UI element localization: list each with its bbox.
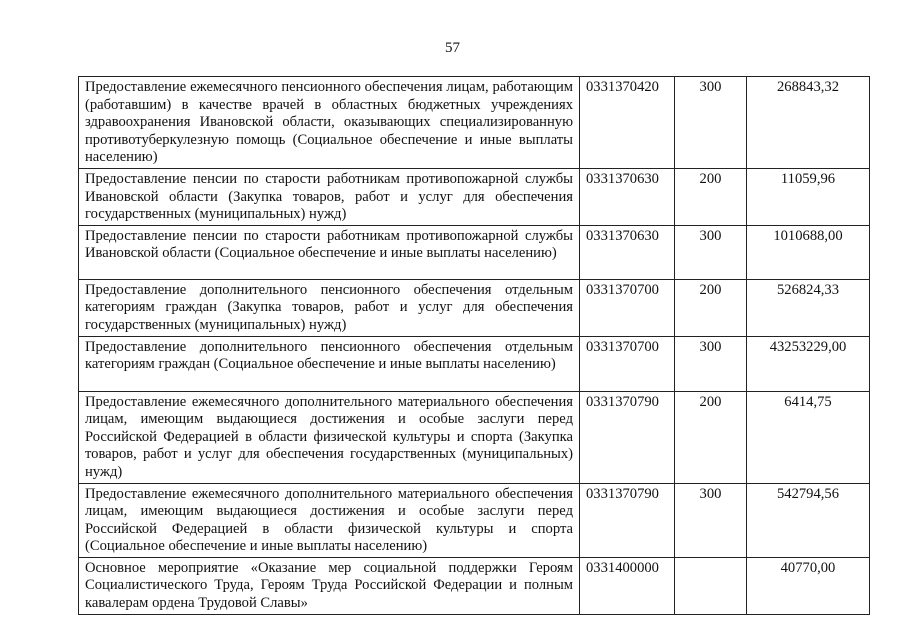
row-code: 0331370630: [580, 168, 675, 225]
row-sum: 43253229,00: [747, 336, 870, 391]
row-sum: 542794,56: [747, 483, 870, 557]
row-code: 0331370790: [580, 483, 675, 557]
row-code: 0331400000: [580, 557, 675, 614]
row-sum: 11059,96: [747, 168, 870, 225]
table-row: [79, 483, 870, 557]
budget-table: [78, 76, 870, 615]
row-name: Предоставление дополнительного пенсионного обеспечения отдельным категориям граждан (Социальное обеспечение и иные выплаты населению): [79, 336, 580, 391]
table-row: [79, 391, 870, 483]
row-name: Предоставление ежемесячного пенсионного обеспечения лицам, работающим (работавшим) в качестве врачей в областных бюджетных учреждениях здравоохранения Ивановской области, оказывающих специализированную противотуберкулезную помощь (Социальное обеспечение и иные выплаты населению): [79, 77, 580, 169]
row-expense-type: 300: [675, 77, 747, 169]
table-row: [79, 77, 870, 169]
row-sum: 526824,33: [747, 279, 870, 336]
table-row: [79, 336, 870, 391]
row-name: Предоставление ежемесячного дополнительного материального обеспечения лицам, имеющим выдающиеся достижения и особые заслуги перед Российской Федерацией в области физической культуры и спорта (Социальное обеспечение и иные выплаты населению): [79, 483, 580, 557]
table-row: [79, 557, 870, 614]
table-row: [79, 279, 870, 336]
row-code: 0331370700: [580, 279, 675, 336]
row-name: Предоставление дополнительного пенсионного обеспечения отдельным категориям граждан (Закупка товаров, работ и услуг для обеспечения государственных (муниципальных) нужд): [79, 279, 580, 336]
row-expense-type: 300: [675, 483, 747, 557]
row-code: 0331370420: [580, 77, 675, 169]
table-row: [79, 225, 870, 279]
row-name: Предоставление ежемесячного дополнительного материального обеспечения лицам, имеющим выдающиеся достижения и особые заслуги перед Российской Федерацией в области физической культуры и спорта (Закупка товаров, работ и услуг для обеспечения государственных (муниципальных) нужд): [79, 391, 580, 483]
row-sum: 1010688,00: [747, 225, 870, 279]
row-expense-type: 200: [675, 279, 747, 336]
row-expense-type: 200: [675, 168, 747, 225]
row-sum: 268843,32: [747, 77, 870, 169]
row-expense-type: 200: [675, 391, 747, 483]
row-expense-type: [675, 557, 747, 614]
page-number: 57: [445, 40, 460, 56]
row-expense-type: 300: [675, 225, 747, 279]
row-code: 0331370630: [580, 225, 675, 279]
row-name: Предоставление пенсии по старости работникам противопожарной службы Ивановской области (Закупка товаров, работ и услуг для обеспечения государственных (муниципальных) нужд): [79, 168, 580, 225]
row-code: 0331370790: [580, 391, 675, 483]
table-row: [79, 168, 870, 225]
row-expense-type: 300: [675, 336, 747, 391]
row-sum: 6414,75: [747, 391, 870, 483]
row-code: 0331370700: [580, 336, 675, 391]
row-sum: 40770,00: [747, 557, 870, 614]
row-name: Предоставление пенсии по старости работникам противопожарной службы Ивановской области (Социальное обеспечение и иные выплаты населению): [79, 225, 580, 279]
row-name: Основное мероприятие «Оказание мер социальной поддержки Героям Социалистического Труда, Героям Труда Российской Федерации и полным кавалерам ордена Трудовой Славы»: [79, 557, 580, 614]
